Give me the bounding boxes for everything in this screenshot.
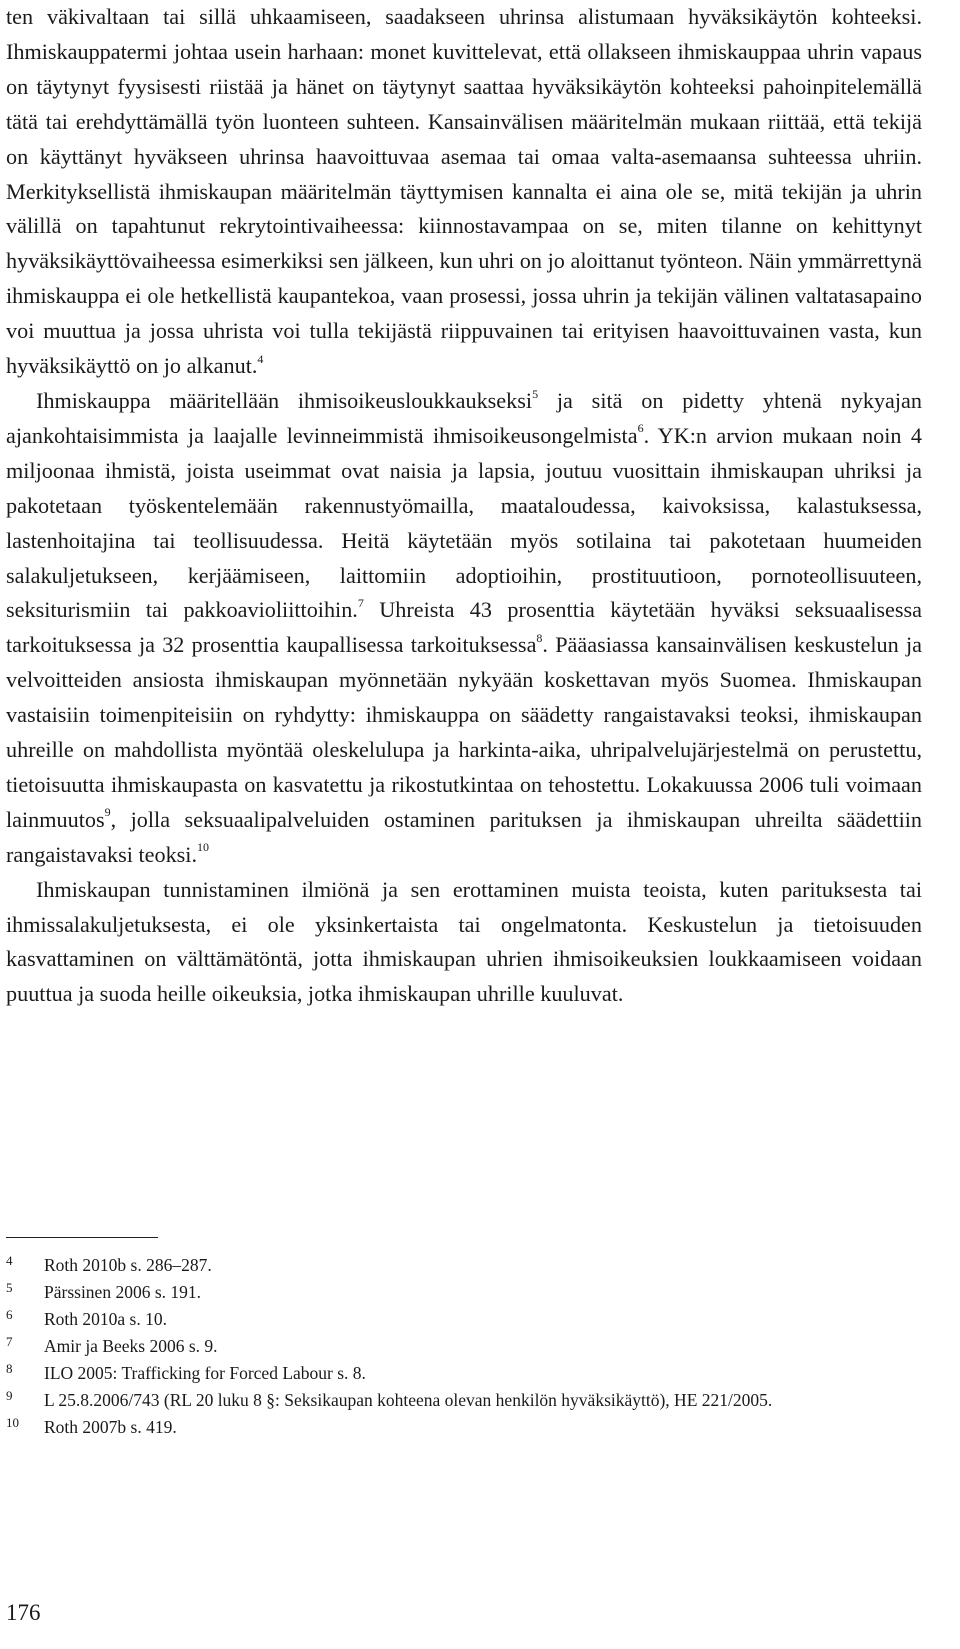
paragraph-2-text-a: Ihmiskauppa määritellään ihmisoikeusloukkaukseksi (36, 387, 533, 413)
footnote-ref-7[interactable]: 7 (357, 596, 364, 611)
footnote-text: Amir ja Beeks 2006 s. 9. (44, 1336, 218, 1356)
paragraph-2-text-e: . Pääasiassa kansainvälisen keskustelun ja velvoitteiden ansiosta ihmiskaupan myönnetään nykyään koskettavan myös Suomea. Ihmiskaupan vastaisiin toimenpiteisiin on ryhdytty: ihmiskauppa on säädetty rangaistavaksi teoksi, ihmiskaupan uhreille on mahdollista myöntää oleskelulupa ja harkinta-aika, uhripalvelujärjestelmä on perustettu, tietoisuutta ihmiskaupasta on kasvatettu ja rikostutkintaa on tehostettu. Lokakuussa 2006 tuli voimaan lainmuutos (6, 632, 923, 832)
footnote-text: Pärssinen 2006 s. 191. (44, 1282, 202, 1302)
footnote-number: 10 (6, 1415, 19, 1430)
footnote-ref-10[interactable]: 10 (197, 840, 210, 855)
footnote-ref-8[interactable]: 8 (536, 630, 543, 645)
footnote-ref-9[interactable]: 9 (104, 805, 111, 820)
footnotes-section (6, 1252, 922, 1441)
paragraph-2-text-f: , jolla seksuaalipalveluiden ostaminen parituksen ja ihmiskaupan uhreilta säädettiin rangaistavaksi teoksi. (6, 806, 922, 867)
footnote-text: ILO 2005: Trafficking for Forced Labour s. 8. (44, 1363, 366, 1383)
footnote-text: Roth 2010a s. 10. (44, 1309, 167, 1329)
paragraph-2-text-c: . YK:n arvion mukaan noin 4 miljoonaa ihmistä, joista useimmat ovat naisia ja lapsia, joutuu vuosittain ihmiskaupan uhriksi ja pakotetaan työskentelemään rakennustyömailla, maataloudessa, kaivoksissa, kalastuksessa, lastenhoitajina tai teollisuudessa. Heitä käytetään myös sotilaina tai pakotetaan huumeiden salakuljetukseen, kerjäämiseen, laittomiin adoptioihin, prostituutioon, pornoteollisuuteen, seksiturismiin tai pakkoavioliittoihin. (6, 422, 922, 623)
footnote-item (6, 1414, 922, 1441)
footnote-item (6, 1252, 922, 1279)
footnote-item (6, 1306, 922, 1333)
paragraph-1 (6, 0, 922, 384)
footnote-ref-5[interactable]: 5 (532, 386, 539, 401)
paragraph-3 (6, 873, 922, 1013)
paragraph-2 (6, 384, 922, 873)
footnote-text: L 25.8.2006/743 (RL 20 luku 8 §: Seksikaupan kohteena olevan henkilön hyväksikäyttö), HE 221/2005. (44, 1390, 773, 1410)
footnote-item (6, 1387, 922, 1414)
paragraph-1-text: ten väkivaltaan tai sillä uhkaamiseen, saadakseen uhrinsa alistumaan hyväksikäytön kohteeksi. Ihmiskauppatermi johtaa usein harhaan: monet kuvittelevat, että ollakseen ihmiskauppaa uhrin vapaus on täytynyt fyysisesti riistää ja hänet on täytynyt saattaa hyväksikäytön kohteeksi pahoinpitelemällä tätä tai erehdyttämällä työn luonteen suhteen. Kansainvälisen määritelmän mukaan riittää, että tekijä on käyttänyt hyväkseen uhrinsa haavoittuvaa asemaa tai omaa valta-asemaansa suhteessa uhriin. Merkityksellistä ihmiskaupan määritelmän täyttymisen kannalta ei aina ole se, mitä tekijän ja uhrin välillä on tapahtunut rekrytointivaiheessa: kiinnostavampaa on se, miten tilanne on kehittynyt hyväksikäyttövaiheessa esimerkiksi sen jälkeen, kun uhri on jo aloittanut työnteon. Näin ymmärrettynä ihmiskauppa ei ole hetkellistä kaupantekoa, vaan prosessi, jossa uhrin ja tekijän välinen valtatasapaino voi muuttua ja jossa uhrista voi tulla tekijästä riippuvainen tai erityisen haavoittuvainen vasta, kun hyväksikäyttö on jo alkanut. (6, 4, 922, 379)
footnote-text: Roth 2010b s. 286–287. (44, 1255, 212, 1275)
paragraph-2-text-d: Uhreista 43 prosenttia käytetään hyväksi seksuaalisessa tarkoituksessa ja 32 prosenttia kaupallisessa tarkoituksessa (6, 597, 922, 658)
footnote-item (6, 1279, 922, 1306)
footnote-number: 6 (6, 1307, 13, 1322)
paragraph-3-text: Ihmiskaupan tunnistaminen ilmiönä ja sen erottaminen muista teoista, kuten parituksesta tai ihmissalakuljetuksesta, ei ole yksinkertaista tai ongelmatonta. Keskustelun ja tietoisuuden kasvattaminen on välttämätöntä, jotta ihmiskaupan uhrien ihmisoikeuksien loukkaamiseen voidaan puuttua ja suoda heille oikeuksia, jotka ihmiskaupan uhrille kuuluvat. (6, 876, 922, 1007)
paragraph-2-text-b: ja sitä on pidetty yhtenä nykyajan ajankohtaisimmista ja laajalle levinneimmistä ihmisoikeusongelmista (6, 387, 922, 448)
page-number: 176 (6, 1600, 41, 1625)
footnote-number: 4 (6, 1253, 13, 1268)
footnote-ref-4[interactable]: 4 (257, 351, 264, 366)
page-body (6, 0, 922, 1012)
footnote-number: 5 (6, 1280, 13, 1295)
footnote-ref-6[interactable]: 6 (637, 421, 644, 436)
footnote-item (6, 1360, 922, 1387)
main-text (6, 0, 922, 1012)
footnote-divider (6, 1237, 158, 1238)
footnote-text: Roth 2007b s. 419. (44, 1417, 177, 1437)
footnote-item (6, 1333, 922, 1360)
footnote-number: 9 (6, 1388, 13, 1403)
footnote-number: 7 (6, 1334, 13, 1349)
footnote-number: 8 (6, 1361, 13, 1376)
